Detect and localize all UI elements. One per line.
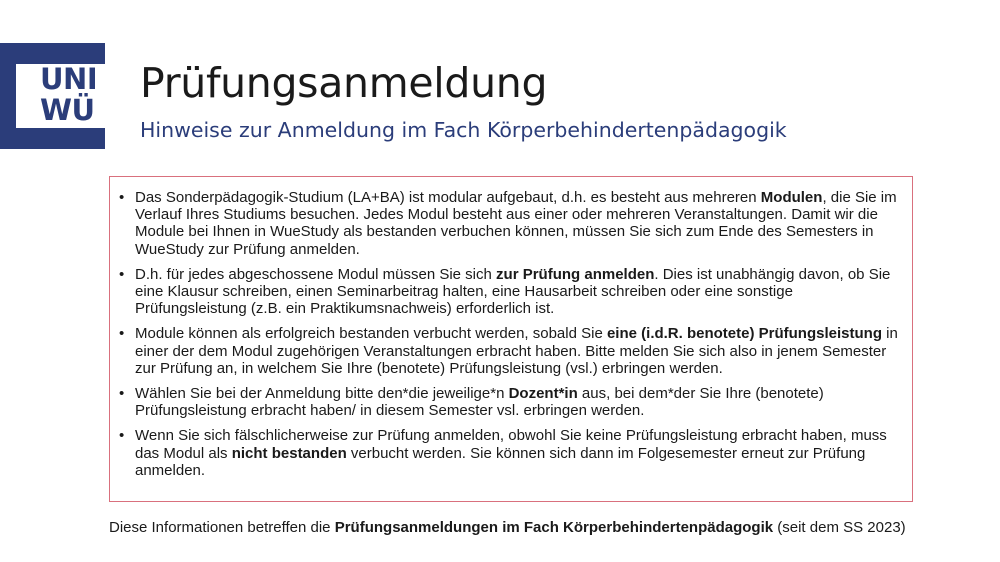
bullet-text: verbucht werden. Sie können sich dann im Folgesemester erneut zur Prüfung anmelden. bbox=[135, 444, 866, 479]
info-box bbox=[109, 176, 913, 502]
slide-title: Prüfungsanmeldung bbox=[140, 59, 548, 107]
bullet-item bbox=[119, 427, 904, 479]
footer-text: Diese Informationen betreffen die bbox=[109, 519, 335, 536]
bullet-list bbox=[110, 177, 912, 479]
bullet-text: Module können als erfolgreich bestanden verbucht werden, sobald Sie bbox=[135, 325, 607, 343]
bullet-dot: • bbox=[119, 325, 125, 343]
footer-emphasis: Prüfungsanmeldungen im Fach Körperbehindertenpädagogik bbox=[334, 519, 774, 536]
bullet-item bbox=[119, 265, 904, 318]
bullet-emphasis: zur Prüfung anmelden bbox=[496, 265, 655, 283]
logo-line-1: UNI bbox=[40, 62, 98, 96]
bullet-item bbox=[119, 189, 904, 258]
bullet-text: . Dies ist unabhängig davon, ob Sie eine Klausur schreiben, einen Seminarbeitrag halten, eine Hausarbeit schreiben oder eine sonstige Prüfungsleistung (z.B. ein Praktikumsnachweis) erforderlich ist. bbox=[135, 265, 891, 318]
bullet-text: in einer der dem Modul zugehörigen Veranstaltungen erbracht haben. Bitte melden Sie sich also in jenem Semester zur Prüfung an, in welchem Sie Ihre (benotete) Prüfungsleistung (vsl.) erbringen werden. bbox=[135, 325, 898, 377]
slide-subtitle: Hinweise zur Anmeldung im Fach Körperbehindertenpädagogik bbox=[140, 118, 787, 142]
bullet-text: D.h. für jedes abgeschossene Modul müssen Sie sich bbox=[135, 265, 497, 283]
bullet-emphasis: Modulen bbox=[760, 189, 823, 206]
bullet-text: aus, bei dem*der Sie Ihre (benotete) Prüfungsleistung erbracht haben/ in diesem Semester vsl. erbringen werden. bbox=[135, 385, 824, 420]
bullet-dot: • bbox=[119, 265, 125, 283]
footer-text: (seit dem SS 2023) bbox=[773, 519, 906, 536]
bullet-text: Das Sonderpädagogik-Studium (LA+BA) ist modular aufgebaut, d.h. es besteht aus mehreren bbox=[135, 189, 761, 206]
bullet-item bbox=[119, 325, 904, 377]
bullet-dot: • bbox=[119, 427, 125, 445]
logo-line-2: WÜ bbox=[40, 93, 95, 127]
bullet-text: Wählen Sie bei der Anmeldung bitte den*die jeweilige*n bbox=[135, 385, 509, 403]
logo-lettering bbox=[40, 64, 104, 126]
bullet-text: Wenn Sie sich fälschlicherweise zur Prüfung anmelden, obwohl Sie keine Prüfungsleistung erbracht haben, muss das Modul als bbox=[135, 427, 887, 462]
footer-note bbox=[109, 519, 906, 536]
bullet-dot: • bbox=[119, 189, 125, 206]
bullet-emphasis: nicht bestanden bbox=[231, 444, 347, 462]
bullet-dot: • bbox=[119, 385, 125, 403]
bullet-item bbox=[119, 385, 904, 420]
bullet-text: , die Sie im Verlauf Ihres Studiums besuchen. Jedes Modul besteht aus einer oder mehreren Veranstaltungen. Damit wir die Module bei Ihnen in WueStudy als bestanden verbuchen können, müssen Sie sich zum Ende des Semesters in WueStudy zur Prüfung anmelden. bbox=[135, 189, 897, 258]
bullet-emphasis: Dozent*in bbox=[508, 385, 578, 403]
bullet-emphasis: eine (i.d.R. benotete) Prüfungsleistung bbox=[606, 325, 882, 343]
